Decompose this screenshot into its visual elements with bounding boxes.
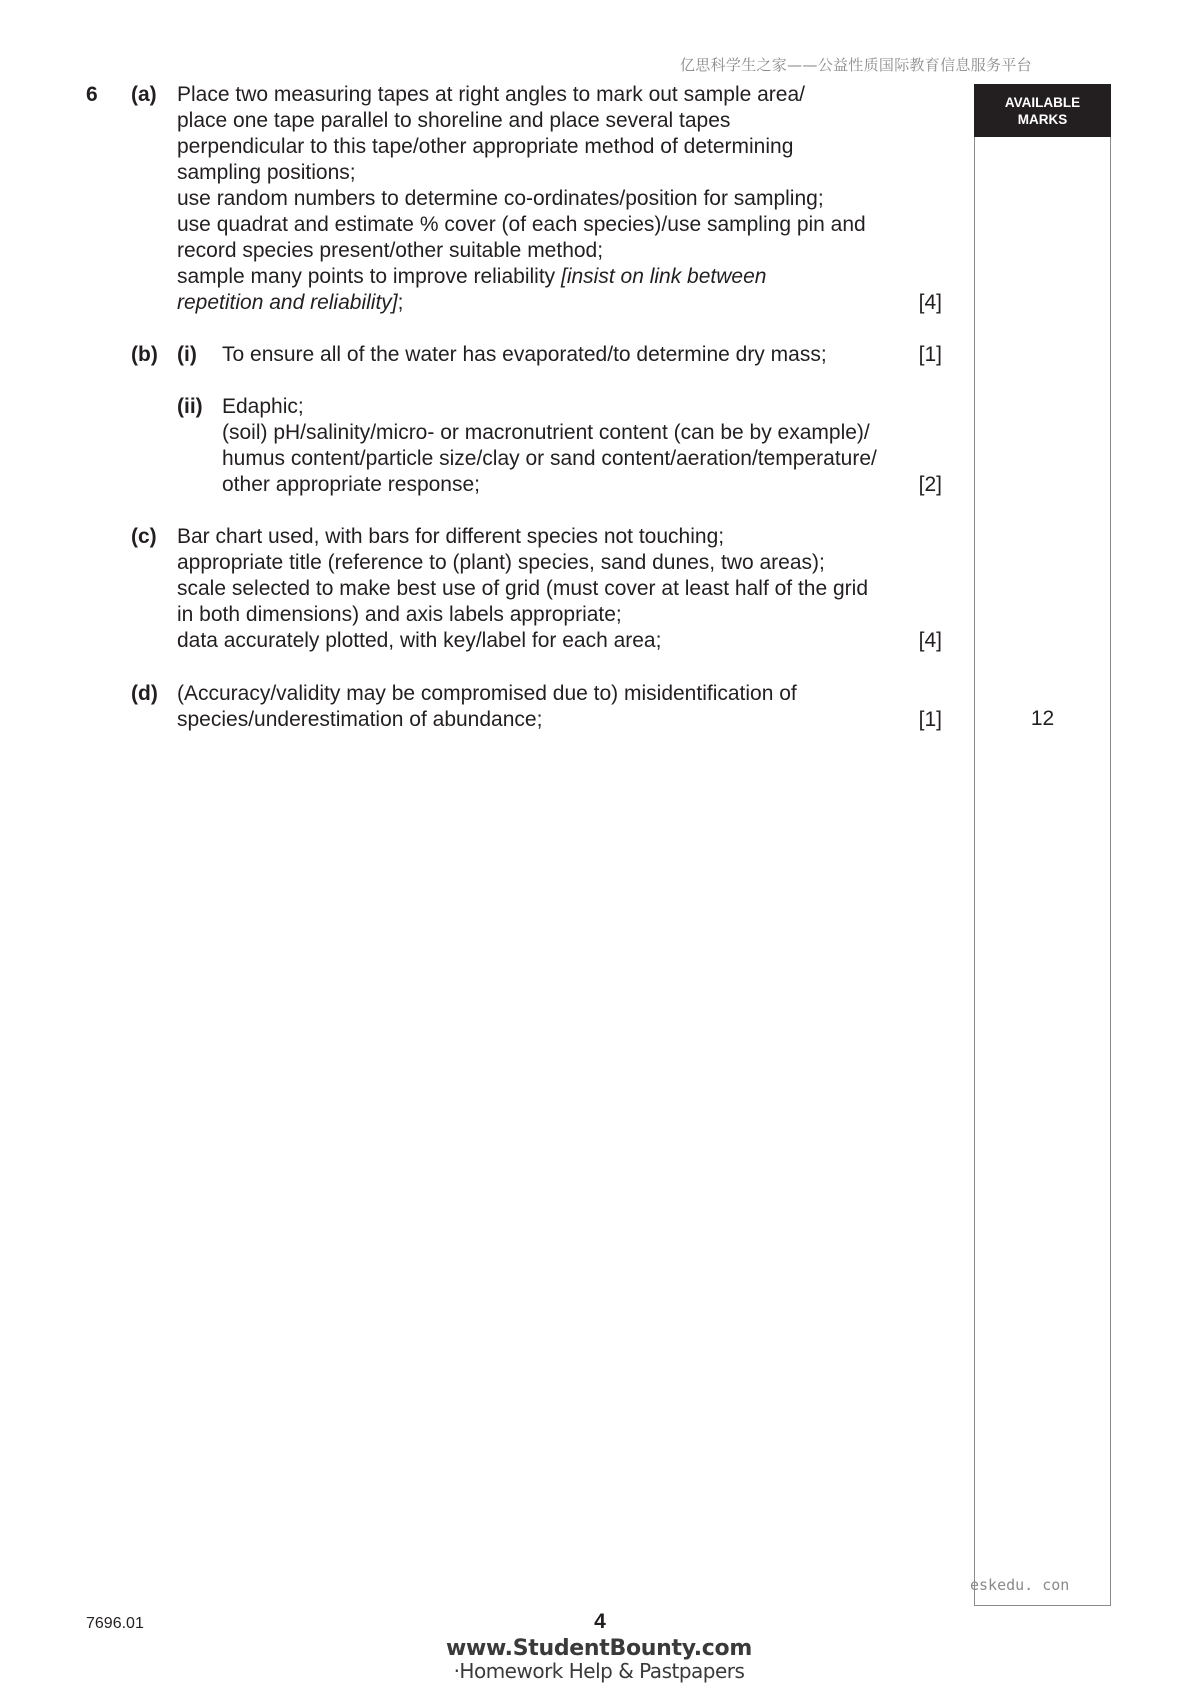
marks-heading-line2: MARKS [1017,112,1068,127]
part-b-i-text: To ensure all of the water has evaporated/to determine dry mass; [222,343,827,366]
part-b-ii-mark: [2] [918,473,942,496]
part-c-label: (c) [131,525,157,548]
part-c-line: in both dimensions) and axis labels appropriate; [177,603,622,626]
part-a-line: sampling positions; [177,161,356,184]
part-b-ii-line: Edaphic; [222,395,304,418]
part-c-text [177,524,917,654]
part-a-text [177,82,917,316]
part-b-ii-label: (ii) [177,395,203,418]
logo-line1: www.StudentBounty.com [446,1636,752,1661]
part-d-mark: [1] [918,708,942,731]
part-d-line: (Accuracy/validity may be compromised due to) misidentification of [177,682,797,705]
part-a-mark: [4] [918,291,942,314]
part-a-line8-plain: sample many points to improve reliability [177,265,561,288]
part-d-line: species/underestimation of abundance; [177,708,543,731]
part-a-line: use random numbers to determine co-ordinates/position for sampling; [177,187,824,210]
footer-watermark: eskedu. con [970,1576,1070,1594]
part-a-line [177,264,917,290]
available-marks-column [974,84,1111,1606]
part-c-line: data accurately plotted, with key/label for each area; [177,629,662,652]
question-number: 6 [86,83,98,106]
part-b-label: (b) [131,343,158,366]
part-a-line: use quadrat and estimate % cover (of each species)/use sampling pin and [177,213,866,236]
part-b-ii-text [222,394,922,498]
header-watermark: 亿思科学生之家——公益性质国际教育信息服务平台 [680,56,1032,74]
part-a-label: (a) [131,83,157,106]
part-a-line [177,290,917,316]
part-b-ii-line: other appropriate response; [222,473,480,496]
part-a-line: record species present/other suitable method; [177,239,604,262]
part-c-line: scale selected to make best use of grid (must cover at least half of the grid [177,577,869,600]
part-b-ii-line: (soil) pH/salinity/micro- or macronutrient content (can be by example)/ [222,421,870,444]
part-c-line: Bar chart used, with bars for different species not touching; [177,525,725,548]
page-number: 4 [594,1610,606,1633]
part-c-line: appropriate title (reference to (plant) species, sand dunes, two areas); [177,551,825,574]
part-a-line8-italic: [insist on link between [561,265,767,288]
part-a-line9-italic: repetition and reliability] [177,291,398,314]
part-a-line9-end: ; [397,291,404,314]
part-c-mark: [4] [918,629,942,652]
logo-line2: ·Homework Help & Pastpapers [453,1659,745,1683]
marks-heading-line1: AVAILABLE [1004,95,1081,110]
part-a-line: perpendicular to this tape/other appropriate method of determining [177,135,794,158]
part-b-ii-line: humus content/particle size/clay or sand content/aeration/temperature/ [222,447,877,470]
paper-code: 7696.01 [86,1615,144,1632]
part-d-label: (d) [131,682,158,705]
part-a-line: Place two measuring tapes at right angles to mark out sample area/ [177,83,805,106]
studentbounty-logo [444,1638,754,1682]
marks-total: 12 [1030,707,1055,730]
available-marks-heading [974,84,1111,137]
part-a-line: place one tape parallel to shoreline and place several tapes [177,109,731,132]
part-b-i-mark: [1] [918,343,942,366]
part-d-text [177,681,917,733]
part-b-i-label: (i) [177,343,197,366]
